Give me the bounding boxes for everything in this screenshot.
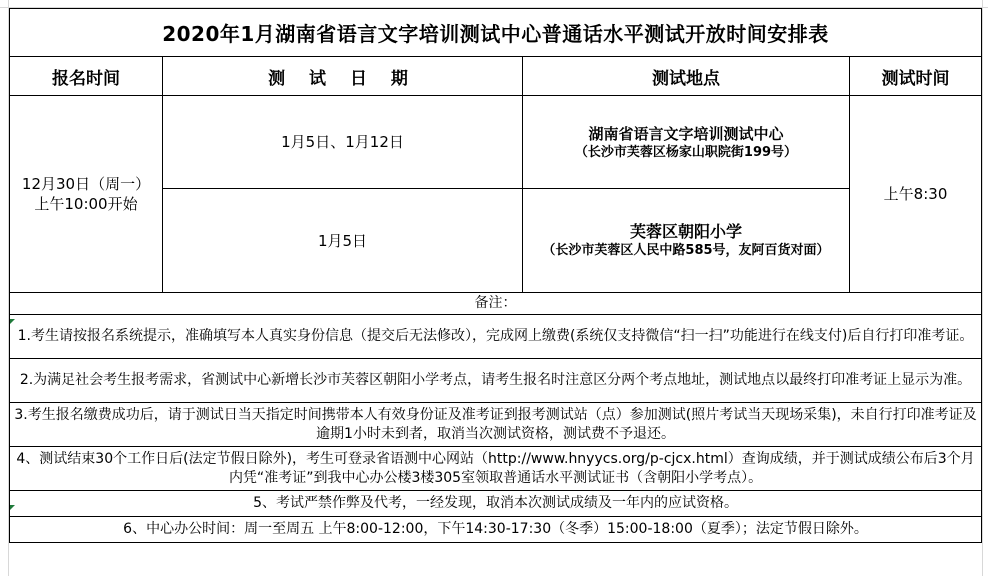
session-1-date[interactable]: 1月5日、1月12日 — [163, 96, 523, 189]
note-item[interactable]: 4、测试结束30个工作日后(法定节假日除外)，考生可登录省语测中心网站（http://www.hnyycs.org/p-cjcx.html）查询成绩，并于测试成绩公布后3个月内凭“准考证”到我中心办公楼3楼305室领取普通话水平测试证书（含朝阳小学考点）。 — [10, 447, 982, 491]
grid-line — [982, 0, 983, 576]
session-1-location-address: （长沙市芙蓉区杨家山职院街199号） — [574, 144, 798, 160]
session-1-location-name: 湖南省语言文字培训测试中心 — [588, 124, 784, 143]
note-item[interactable]: 1.考生请按报名系统提示，准确填写本人真实身份信息（提交后无法修改），完成网上缴费(系统仅支持微信“扫一扫”功能进行在线支付)后自行打印准考证。 — [10, 315, 982, 359]
session-2-location[interactable] — [523, 189, 850, 293]
note-item[interactable]: 6、中心办公时间：周一至周五 上午8:00-12:00，下午14:30-17:30（冬季）15:00-18:00（夏季）；法定节假日除外。 — [10, 517, 982, 543]
notes-label[interactable]: 备注： — [10, 293, 982, 315]
table-title[interactable]: 2020年1月湖南省语言文字培训测试中心普通话水平测试开放时间安排表 — [10, 9, 982, 57]
session-2-location-name: 芙蓉区朝阳小学 — [629, 222, 742, 241]
header-test-date[interactable]: 测 试 日 期 — [163, 57, 523, 96]
schedule-table — [9, 8, 982, 543]
test-time-cell[interactable]: 上午8:30 — [850, 96, 982, 293]
header-test-location[interactable]: 测试地点 — [523, 57, 850, 96]
session-2-date[interactable]: 1月5日 — [163, 189, 523, 293]
cell-comment-marker — [10, 505, 15, 510]
cell-comment-marker — [10, 319, 15, 324]
header-test-time[interactable]: 测试时间 — [850, 57, 982, 96]
header-registration-time[interactable]: 报名时间 — [10, 57, 163, 96]
note-item[interactable]: 5、考试严禁作弊及代考，一经发现，取消本次测试成绩及一年内的应试资格。 — [10, 491, 982, 517]
session-1-location[interactable] — [523, 96, 850, 189]
registration-line-2: 上午10:00开始 — [34, 195, 138, 213]
note-item[interactable]: 2.为满足社会考生报考需求，省测试中心新增长沙市芙蓉区朝阳小学考点，请考生报名时注意区分两个考点地址，测试地点以最终打印准考证上显示为准。 — [10, 359, 982, 403]
registration-line-1: 12月30日（周一） — [21, 175, 151, 193]
registration-time-cell[interactable] — [10, 96, 163, 293]
session-2-location-address: （长沙市芙蓉区人民中路585号，友阿百货对面） — [542, 243, 830, 258]
note-item[interactable]: 3.考生报名缴费成功后，请于测试日当天指定时间携带本人有效身份证及准考证到报考测试站（点）参加测试(照片考试当天现场采集)，未自行打印准考证及逾期1小时未到者，取消当次测试资格，测试费不予退还。 — [10, 403, 982, 447]
